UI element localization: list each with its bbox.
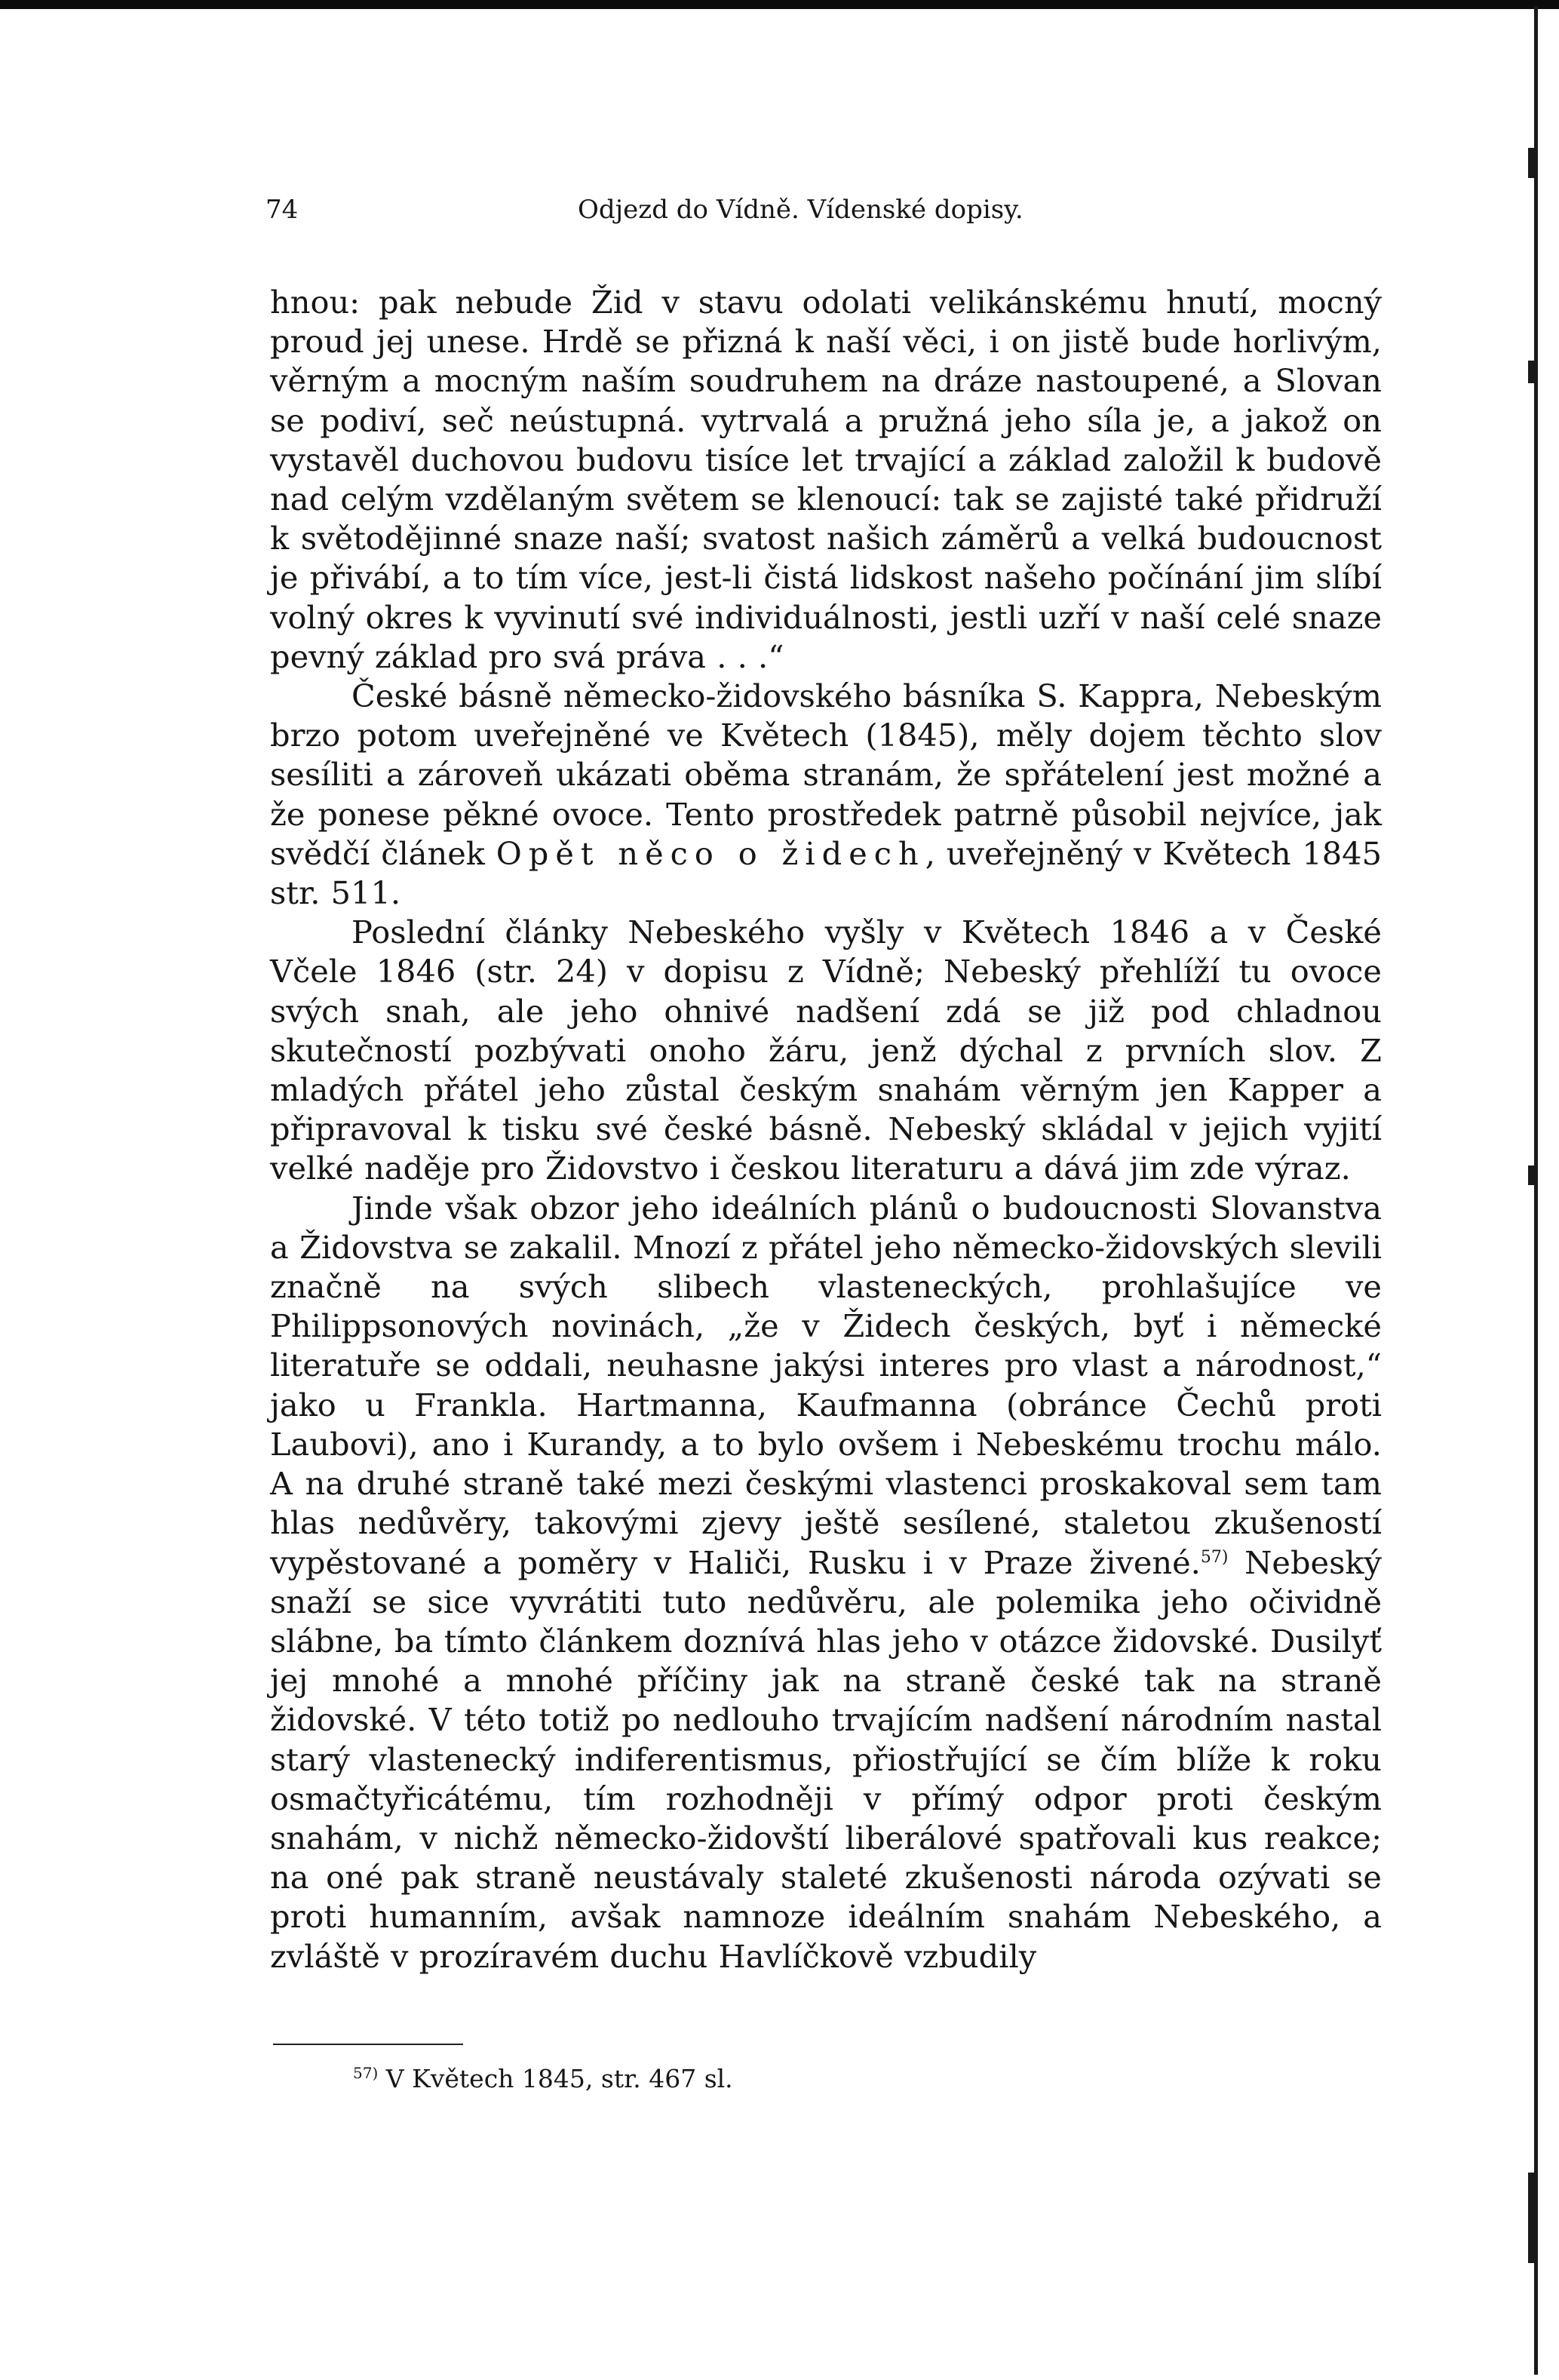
page-number: 74 <box>265 195 299 225</box>
footnote-text: V Květech 1845, str. 467 sl. <box>385 2064 733 2093</box>
paragraph <box>270 283 1382 677</box>
paragraph-text: Nebeský snaží se sice vyvrátiti tuto nedůvěru, ale polemika jeho očividně slábne, ba tímto článkem doznívá hlas jeho v otázce židovské. Dusilyť jej mnohé a mnohé příčiny jak na straně české tak na straně židovské. V této totiž po nedlouho trvajícím nadšení národním nastal starý vlastenecký indiferentismus, přiostřující se čím blíže k roku osmačtyřicátému, tím rozhodněji v přímý odpor proti českým snahám, v nichž německo-židovští liberálové spatřovali kus reakce; na oné pak straně neustávaly staleté zkušenosti národa ozývati se proti humanním, avšak namnoze ideálním snahám Nebeského, a zvláště v prozíravém duchu Havlíčkově vzbudily <box>270 1543 1382 1975</box>
footnote-reference: 57) <box>1200 1547 1229 1567</box>
footnote <box>353 2062 1032 2096</box>
paragraph-text: , uveřejněný v Květech 1845 str. 511. <box>270 834 1382 912</box>
paragraph-text: Poslední články Nebeského vyšly v Květech 1846 a v České Včele 1846 (str. 24) v dopisu z Vídně; Nebeský přehlíží tu ovoce svých snah, ale jeho ohnivé nadšení zdá se již pod chladnou skutečností pozbývati onoho žáru, jenž dýchal z prvních slov. Z mladých přátel jeho zůstal českým snahám věrným jen Kapper a připravoval k tisku své české básně. Nebeský skládal v jejich vyjití velké naděje pro Židovstvo i českou literaturu a dává jim zde výraz. <box>270 914 1382 1187</box>
footnote-divider <box>273 2044 463 2045</box>
running-title: Odjezd do Vídně. Vídenské dopisy. <box>578 195 1023 225</box>
running-head <box>265 195 1397 232</box>
paragraph-text: hnou: pak nebude Žid v stavu odolati velikánskému hnutí, mocný proud jej unese. Hrdě se přizná k naší věci, i on jistě bude horlivým, věrným a mocným naším soudruhem na dráze nastoupené, a Slovan se podiví, seč neústupná. vytrvalá a pružná jeho síla je, a jakož on vystavěl duchovou budovu tisíce let trvající a základ založil k budově nad celým vzdělaným světem se klenoucí: tak se zajisté také přidruží k světodějinné snaze naší; svatost našich záměrů a velká budoucnost je přivábí, a to tím více, jest-li čistá lidskost našeho počínání jim slíbí volný okres k vyvinutí své individuálnosti, jestli uzří v naší celé snaze pevný základ pro svá práva . . .“ <box>270 284 1382 675</box>
paragraph <box>270 677 1382 913</box>
paragraph-text: České básně německo-židovského básníka S. Kappra, Nebeským brzo potom uveřejněné ve Květech (1845), měly dojem těchto slov sesíliti a zároveň ukázati oběma stranám, že spřátelení jest možné a že ponese pěkné ovoce. Tento prostředek patrně působil nejvíce, jak svědčí článek <box>270 677 1382 872</box>
article-title-spaced: Opět něco o židech <box>496 834 925 872</box>
paragraph <box>270 1189 1382 1976</box>
paragraph <box>270 913 1382 1188</box>
body-text <box>270 283 1382 1976</box>
footnote-mark: 57) <box>353 2064 379 2082</box>
paragraph-text: Jinde však obzor jeho ideálních plánů o budoucnosti Slovanstva a Židovstva se zakalil. Mnozí z přátel jeho německo-židovských slevili značně na svých slibech vlasteneckých, prohlašujíce ve Philippsonových novinách, „že v Židech českých, byť i německé literatuře se oddali, neuhasne jakýsi interes pro vlast a národnost,“ jako u Frankla. Hartmanna, Kaufmanna (obránce Čechů proti Laubovi), ano i Kurandy, a to bylo ovšem i Nebeskému trochu málo. A na druhé straně také mezi českými vlastenci proskakoval sem tam hlas nedůvěry, takovými zjevy ještě sesílené, staletou zkušeností vypěstované a poměry v Haliči, Rusku i v Praze živené. <box>270 1189 1382 1581</box>
